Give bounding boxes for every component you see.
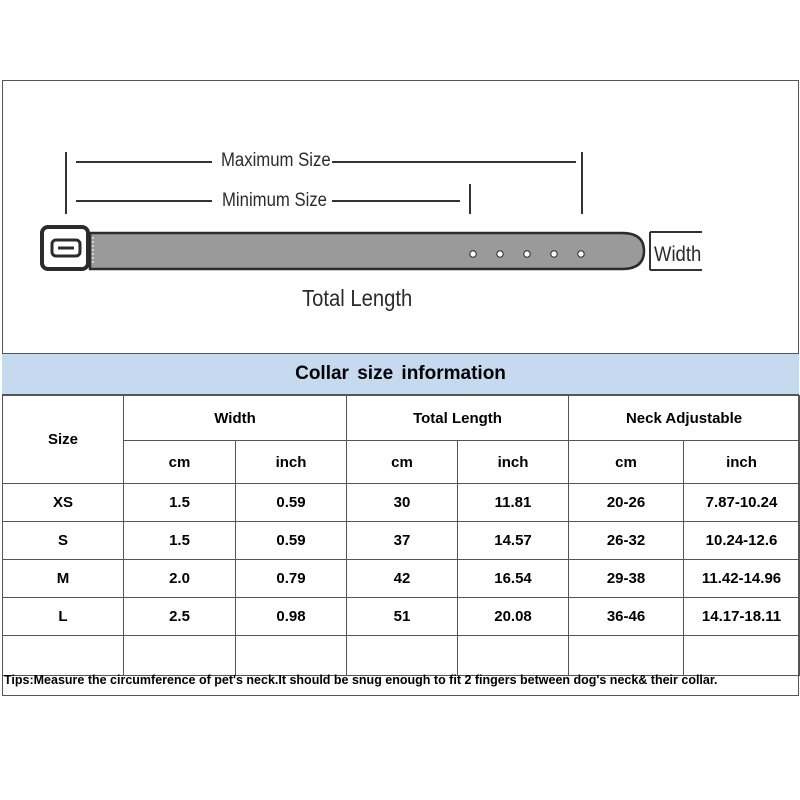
length-inch-cell: 11.81 [458,484,569,522]
width-cm-cell: 2.5 [124,598,236,636]
minimum-size-label: Minimum Size [222,190,327,211]
table-title: Collar size information [2,353,799,395]
neck-cm-cell: 29-38 [569,560,684,598]
strap-hole [524,251,530,257]
width-header: Width [124,396,347,441]
width-inch-cell: 0.59 [236,484,347,522]
table-row [3,560,800,598]
length-cm-cell: 42 [347,560,458,598]
neck-inch-cell: 11.42-14.96 [684,560,800,598]
header-row [3,396,800,441]
strap-hole [470,251,476,257]
strap-hole [578,251,584,257]
neck-inch-cell: 10.24-12.6 [684,522,800,560]
unit-header: cm [569,441,684,484]
neck-inch-cell: 7.87-10.24 [684,484,800,522]
strap-hole [551,251,557,257]
width-cm-cell: 2.0 [124,560,236,598]
unit-header: inch [684,441,800,484]
empty-row [3,636,800,676]
width-label: Width [654,243,702,266]
tips-text: Tips:Measure the circumference of pet's neck.It should be snug enough to fit 2 fingers between dog's neck& their collar. [4,673,718,687]
table-row [3,522,800,560]
width-cm-cell: 1.5 [124,522,236,560]
total-length-header: Total Length [347,396,569,441]
neck-cm-cell: 26-32 [569,522,684,560]
length-cm-cell: 37 [347,522,458,560]
neck-cm-cell: 36-46 [569,598,684,636]
unit-header: inch [236,441,347,484]
maximum-size-label: Maximum Size [221,150,331,171]
size-table [2,395,800,676]
size-cell: S [3,522,124,560]
collar-diagram [2,80,799,353]
unit-header: cm [124,441,236,484]
width-inch-cell: 0.79 [236,560,347,598]
width-inch-cell: 0.59 [236,522,347,560]
length-inch-cell: 14.57 [458,522,569,560]
table-row [3,484,800,522]
neck-adjustable-header: Neck Adjustable [569,396,800,441]
unit-header: cm [347,441,458,484]
neck-inch-cell: 14.17-18.11 [684,598,800,636]
length-inch-cell: 16.54 [458,560,569,598]
size-cell: L [3,598,124,636]
size-header: Size [3,396,124,484]
strap-hole [497,251,503,257]
size-cell: M [3,560,124,598]
length-cm-cell: 51 [347,598,458,636]
neck-cm-cell: 20-26 [569,484,684,522]
size-cell: XS [3,484,124,522]
length-inch-cell: 20.08 [458,598,569,636]
unit-header: inch [458,441,569,484]
length-cm-cell: 30 [347,484,458,522]
total-length-label: Total Length [302,285,413,311]
table-row [3,598,800,636]
collar-illustration [2,80,799,353]
width-cm-cell: 1.5 [124,484,236,522]
width-inch-cell: 0.98 [236,598,347,636]
collar-strap [90,233,644,269]
